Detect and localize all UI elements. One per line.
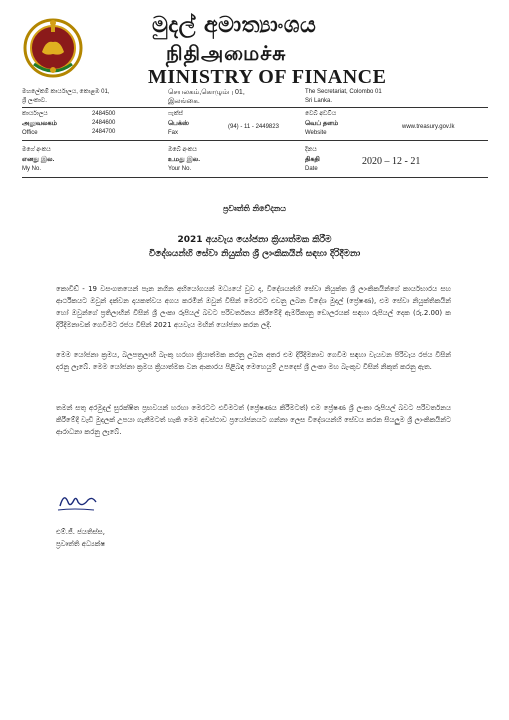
address-tamil-line1: செயலகம்,கொழும்பு 01, (168, 89, 245, 96)
address-tamil-line2: இலங்கை. (168, 98, 200, 105)
paragraph-3: තමන් සතු අරමුදල් සුරක්ෂිත ප්‍රභවයන් හරහා මෙරටට එවීමටත් (ප්‍රේෂණය කිරීමටත්) එම ප්‍රේෂණ ශ්‍රී ලංකා රුපියල් බවට පරිවර්තනය කිරීමේදී වැඩි මුදලක් උපයා ගැනීමටත් හැකි මෙම අවස්ථාව ප්‍රයෝජනයට ගන්නා ලෙස විදේශයන්හි සේවය කරන සියලුම ශ්‍රී ලාංකිකයින්ට ආරාධනා කරනු ලැබේ. (56, 404, 451, 436)
ministry-title-sinhala: මුදල් අමාත්‍යාංශය (152, 12, 317, 38)
signatory-title: ප්‍රවෘත්ති අධ්‍යක්ෂ (56, 540, 106, 548)
signatory-name: එම්.ජී. ජයතිස්ස, (56, 528, 105, 536)
signature-icon (54, 490, 100, 514)
your-number-label: ඔබේ අංකය உமது இல. Your No. (168, 147, 201, 172)
sri-lanka-emblem-icon (22, 16, 84, 80)
paragraph-2: මෙම යෝජනා ක්‍රමය, බලපත්‍රලාභී බැංකු හරහා ක්‍රියාත්මක කරනු ලබන අතර එම දිරිදීමනාව ගෙවීම සඳහා වැයවන පිරිවැය රජය විසින් දරනු ලැබේ. මෙම යෝජනා ක්‍රමය ක්‍රියාත්මක වන ආකාරය පිළිබඳ මෙහෙයුම් උපදෙස් ශ්‍රී ලංකා මහ බැංකුව විසින් නිකුත් කරනු ඇත. (56, 351, 451, 371)
fax-number: (94) - 11 - 2449823 (228, 124, 279, 130)
headline-line2: විදේශයන්හි සේවා නියුක්ත ශ්‍රී ලාංකිකයින් සඳහා දිරිදීමනා (148, 249, 361, 259)
address-sinhala-line1: මහලේකම් කාර්යාලය, කොළඹ 01, (22, 89, 110, 95)
divider (22, 140, 488, 141)
my-number-label: මගේ අංකය எனது இல. My No. (22, 147, 55, 172)
divider (22, 107, 488, 108)
press-release-label: ප්‍රවෘත්ති නිවේදනය (222, 204, 287, 213)
office-numbers: 2484500 2484600 2484700 (92, 111, 116, 135)
ministry-title-tamil: நிதிஅமைச்சு (166, 41, 287, 65)
address-sinhala-line2: ශ්‍රී ලංකාව. (22, 98, 47, 104)
address-english-line1: The Secretariat, Colombo 01 (305, 89, 382, 95)
website-url: www.treasury.gov.lk (402, 124, 455, 130)
ministry-title-english: MINISTRY OF FINANCE (148, 66, 387, 88)
fax-label: ෆැක්ස් பெக்ஸ் Fax (168, 111, 190, 136)
headline-line1: 2021 අයවැය යෝජනා ක්‍රියාත්මක කිරීම (177, 235, 332, 245)
address-english-line2: Sri Lanka. (305, 98, 333, 104)
date-label: දිනය திகதி Date (305, 147, 320, 172)
divider (22, 177, 488, 178)
date-value: 2020 – 12 - 21 (362, 156, 421, 167)
website-label: වෙබ් අඩවිය வெப் தளம் Website (305, 111, 339, 136)
office-label: කාර්යාලය அலுவலகம் Office (22, 111, 57, 136)
paragraph-1: කොවිඩ් - 19 වසංගතයෙන් පැන නගින අභියෝගයන් මධ්‍යයේ වුව ද, විදේශයන්හි සේවා නියුක්ත ශ්‍රී ලාංකිකයින්ගේ කාර්යභාරය සහ ආර්ථිකයට ඔවුන් දක්වන දායකත්වය අගය කරමින් ඔවුන් විසින් මෙරටට එවනු ලබන විදේශ මුදල් (ප්‍රේෂණ), එම සේවා නියුක්තිකයින් හෝ ඔවුන්ගේ ප්‍රතිලාභීන් විසින් ශ්‍රී ලංකා රුපියල් බවට පරිවර්තනය කිරීමේදී ඇමරිකානු ඩොලරයක් සඳහා රුපියල් දෙක (රු.2.00) ක දිරිදීමනාවක් ගෙවීමට රජය විසින් 2021 අයවැය මඟින් යෝජනා කරන ලදී. (56, 285, 451, 329)
